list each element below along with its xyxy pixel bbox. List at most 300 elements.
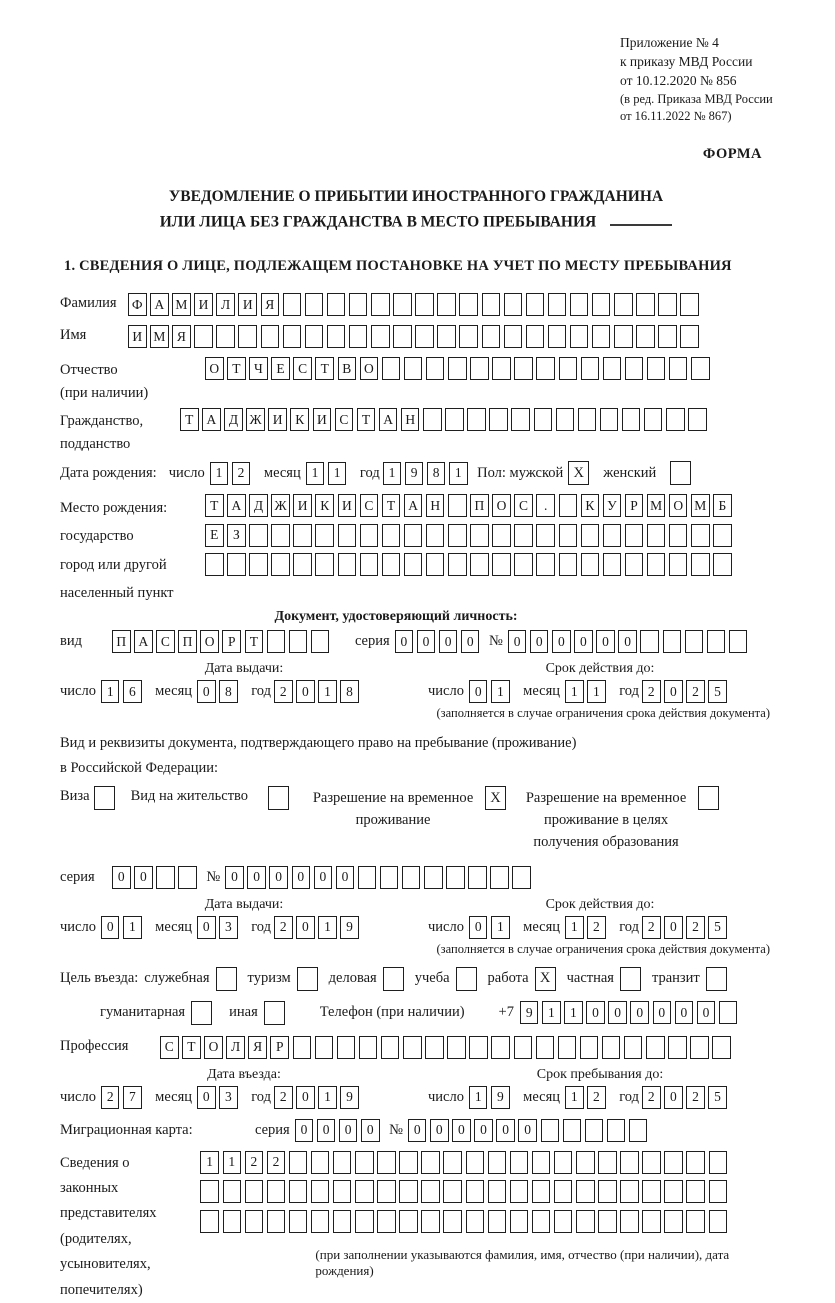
char-cell[interactable]	[315, 553, 334, 576]
checkbox-female[interactable]	[670, 461, 691, 485]
char-cell[interactable]: 0	[247, 866, 266, 889]
char-cell[interactable]	[249, 524, 268, 547]
char-cell[interactable]: Т	[245, 630, 264, 653]
char-cell[interactable]: 0	[430, 1119, 449, 1142]
char-cell[interactable]	[488, 1210, 507, 1233]
char-cell[interactable]	[489, 408, 508, 431]
char-cell[interactable]	[423, 408, 442, 431]
char-cell[interactable]: 3	[219, 1086, 238, 1109]
char-cell[interactable]	[205, 553, 224, 576]
char-cell[interactable]	[526, 325, 545, 348]
char-cell[interactable]: 0	[530, 630, 549, 653]
char-cell[interactable]	[404, 357, 423, 380]
char-cell[interactable]	[492, 524, 511, 547]
char-cell[interactable]	[664, 1180, 683, 1203]
char-cell[interactable]	[311, 630, 330, 653]
char-cell[interactable]	[200, 1180, 219, 1203]
char-cell[interactable]	[466, 1151, 485, 1174]
char-cell[interactable]: Д	[224, 408, 243, 431]
char-cell[interactable]	[194, 325, 213, 348]
char-cell[interactable]	[548, 293, 567, 316]
char-cell[interactable]	[629, 1119, 648, 1142]
char-cell[interactable]	[511, 408, 530, 431]
char-cell[interactable]	[271, 524, 290, 547]
char-cell[interactable]: 2	[245, 1151, 264, 1174]
char-cell[interactable]	[216, 325, 235, 348]
char-cell[interactable]	[382, 357, 401, 380]
char-cell[interactable]: 2	[686, 680, 705, 703]
char-cell[interactable]	[712, 1036, 731, 1059]
char-cell[interactable]: Р	[270, 1036, 289, 1059]
char-cell[interactable]: Б	[713, 494, 732, 517]
char-cell[interactable]	[719, 1001, 738, 1024]
char-cell[interactable]	[371, 293, 390, 316]
char-cell[interactable]	[709, 1151, 728, 1174]
char-cell[interactable]: 0	[697, 1001, 716, 1024]
char-cell[interactable]: 0	[339, 1119, 358, 1142]
char-cell[interactable]	[642, 1180, 661, 1203]
char-cell[interactable]: А	[150, 293, 169, 316]
char-cell[interactable]	[541, 1119, 560, 1142]
char-cell[interactable]: 0	[112, 866, 131, 889]
char-cell[interactable]	[445, 408, 464, 431]
char-cell[interactable]	[680, 325, 699, 348]
char-cell[interactable]	[512, 866, 531, 889]
char-cell[interactable]	[466, 1210, 485, 1233]
char-cell[interactable]	[337, 1036, 356, 1059]
char-cell[interactable]	[426, 553, 445, 576]
char-cell[interactable]: 0	[296, 680, 315, 703]
char-cell[interactable]	[624, 1036, 643, 1059]
char-cell[interactable]	[402, 866, 421, 889]
char-cell[interactable]	[482, 325, 501, 348]
char-cell[interactable]	[640, 630, 659, 653]
char-cell[interactable]: Я	[248, 1036, 267, 1059]
char-cell[interactable]	[536, 1036, 555, 1059]
char-cell[interactable]	[585, 1119, 604, 1142]
char-cell[interactable]: М	[172, 293, 191, 316]
char-cell[interactable]: 5	[708, 916, 727, 939]
char-cell[interactable]	[421, 1151, 440, 1174]
char-cell[interactable]: 9	[491, 1086, 510, 1109]
char-cell[interactable]: 1	[565, 1086, 584, 1109]
char-cell[interactable]: 1	[200, 1151, 219, 1174]
char-cell[interactable]	[333, 1180, 352, 1203]
char-cell[interactable]	[249, 553, 268, 576]
char-cell[interactable]	[690, 1036, 709, 1059]
checkbox-temporary-residence[interactable]: X	[485, 786, 506, 810]
char-cell[interactable]: И	[293, 494, 312, 517]
char-cell[interactable]	[536, 553, 555, 576]
char-cell[interactable]: П	[178, 630, 197, 653]
char-cell[interactable]	[245, 1180, 264, 1203]
checkbox-humanitarian[interactable]	[191, 1001, 212, 1025]
char-cell[interactable]: Ф	[128, 293, 147, 316]
char-cell[interactable]: 1	[565, 680, 584, 703]
char-cell[interactable]: 1	[318, 1086, 337, 1109]
char-cell[interactable]: 2	[686, 916, 705, 939]
char-cell[interactable]	[448, 553, 467, 576]
char-cell[interactable]	[685, 630, 704, 653]
char-cell[interactable]	[647, 524, 666, 547]
char-cell[interactable]	[338, 553, 357, 576]
char-cell[interactable]: 0	[508, 630, 527, 653]
char-cell[interactable]	[399, 1210, 418, 1233]
checkbox-private[interactable]	[620, 967, 641, 991]
char-cell[interactable]: Ж	[246, 408, 265, 431]
char-cell[interactable]	[488, 1180, 507, 1203]
char-cell[interactable]: 0	[618, 630, 637, 653]
char-cell[interactable]	[200, 1210, 219, 1233]
char-cell[interactable]	[470, 553, 489, 576]
char-cell[interactable]: 0	[496, 1119, 515, 1142]
char-cell[interactable]	[333, 1151, 352, 1174]
char-cell[interactable]: А	[227, 494, 246, 517]
char-cell[interactable]	[603, 357, 622, 380]
char-cell[interactable]	[403, 1036, 422, 1059]
char-cell[interactable]	[421, 1180, 440, 1203]
char-cell[interactable]: О	[360, 357, 379, 380]
char-cell[interactable]	[691, 553, 710, 576]
char-cell[interactable]	[399, 1180, 418, 1203]
char-cell[interactable]	[668, 1036, 687, 1059]
char-cell[interactable]	[707, 630, 726, 653]
char-cell[interactable]	[491, 1036, 510, 1059]
char-cell[interactable]	[536, 524, 555, 547]
char-cell[interactable]	[425, 1036, 444, 1059]
char-cell[interactable]	[421, 1210, 440, 1233]
char-cell[interactable]: К	[315, 494, 334, 517]
char-cell[interactable]: Р	[222, 630, 241, 653]
char-cell[interactable]	[261, 325, 280, 348]
char-cell[interactable]	[636, 325, 655, 348]
char-cell[interactable]	[466, 1180, 485, 1203]
char-cell[interactable]	[510, 1151, 529, 1174]
char-cell[interactable]	[360, 524, 379, 547]
char-cell[interactable]: 0	[630, 1001, 649, 1024]
char-cell[interactable]: 8	[340, 680, 359, 703]
char-cell[interactable]: 0	[417, 630, 436, 653]
char-cell[interactable]: 5	[708, 680, 727, 703]
char-cell[interactable]	[686, 1180, 705, 1203]
char-cell[interactable]	[598, 1180, 617, 1203]
char-cell[interactable]	[554, 1180, 573, 1203]
char-cell[interactable]: Т	[315, 357, 334, 380]
char-cell[interactable]: 2	[232, 462, 251, 485]
char-cell[interactable]: 0	[197, 1086, 216, 1109]
char-cell[interactable]	[534, 408, 553, 431]
char-cell[interactable]: 0	[675, 1001, 694, 1024]
char-cell[interactable]	[646, 1036, 665, 1059]
char-cell[interactable]: В	[338, 357, 357, 380]
char-cell[interactable]	[663, 630, 682, 653]
char-cell[interactable]: 0	[469, 916, 488, 939]
char-cell[interactable]: 2	[274, 1086, 293, 1109]
char-cell[interactable]	[514, 1036, 533, 1059]
char-cell[interactable]	[614, 293, 633, 316]
char-cell[interactable]: 3	[219, 916, 238, 939]
char-cell[interactable]: 1	[491, 916, 510, 939]
char-cell[interactable]	[267, 630, 286, 653]
char-cell[interactable]	[620, 1210, 639, 1233]
char-cell[interactable]	[578, 408, 597, 431]
char-cell[interactable]	[558, 1036, 577, 1059]
char-cell[interactable]: 0	[596, 630, 615, 653]
char-cell[interactable]: 1	[306, 462, 325, 485]
char-cell[interactable]	[504, 325, 523, 348]
char-cell[interactable]: К	[581, 494, 600, 517]
char-cell[interactable]	[658, 293, 677, 316]
char-cell[interactable]	[448, 524, 467, 547]
char-cell[interactable]: 2	[101, 1086, 120, 1109]
char-cell[interactable]: 9	[520, 1001, 539, 1024]
char-cell[interactable]: 0	[197, 916, 216, 939]
char-cell[interactable]	[315, 1036, 334, 1059]
char-cell[interactable]: 6	[123, 680, 142, 703]
char-cell[interactable]	[443, 1180, 462, 1203]
char-cell[interactable]	[283, 325, 302, 348]
char-cell[interactable]: 0	[101, 916, 120, 939]
char-cell[interactable]	[227, 553, 246, 576]
char-cell[interactable]: 1	[210, 462, 229, 485]
char-cell[interactable]: 1	[564, 1001, 583, 1024]
char-cell[interactable]	[293, 1036, 312, 1059]
char-cell[interactable]	[514, 357, 533, 380]
char-cell[interactable]	[355, 1151, 374, 1174]
char-cell[interactable]	[563, 1119, 582, 1142]
char-cell[interactable]: 0	[408, 1119, 427, 1142]
char-cell[interactable]	[669, 553, 688, 576]
char-cell[interactable]	[355, 1180, 374, 1203]
char-cell[interactable]	[647, 357, 666, 380]
char-cell[interactable]: 1	[318, 916, 337, 939]
char-cell[interactable]: О	[200, 630, 219, 653]
char-cell[interactable]	[267, 1210, 286, 1233]
char-cell[interactable]	[581, 524, 600, 547]
char-cell[interactable]	[426, 357, 445, 380]
char-cell[interactable]	[404, 553, 423, 576]
checkbox-study[interactable]	[456, 967, 477, 991]
char-cell[interactable]: 2	[267, 1151, 286, 1174]
char-cell[interactable]	[415, 293, 434, 316]
char-cell[interactable]	[642, 1151, 661, 1174]
char-cell[interactable]	[548, 325, 567, 348]
char-cell[interactable]	[447, 1036, 466, 1059]
char-cell[interactable]	[293, 553, 312, 576]
char-cell[interactable]: М	[150, 325, 169, 348]
char-cell[interactable]: 2	[642, 1086, 661, 1109]
char-cell[interactable]	[581, 357, 600, 380]
char-cell[interactable]	[426, 524, 445, 547]
char-cell[interactable]	[311, 1180, 330, 1203]
char-cell[interactable]	[223, 1180, 242, 1203]
char-cell[interactable]: 0	[664, 680, 683, 703]
char-cell[interactable]	[570, 325, 589, 348]
char-cell[interactable]: .	[536, 494, 555, 517]
char-cell[interactable]: 2	[642, 916, 661, 939]
char-cell[interactable]: 1	[565, 916, 584, 939]
char-cell[interactable]	[592, 293, 611, 316]
char-cell[interactable]	[327, 293, 346, 316]
char-cell[interactable]: Н	[401, 408, 420, 431]
char-cell[interactable]	[437, 293, 456, 316]
char-cell[interactable]: 1	[101, 680, 120, 703]
char-cell[interactable]: А	[379, 408, 398, 431]
char-cell[interactable]: 0	[296, 1086, 315, 1109]
char-cell[interactable]: П	[470, 494, 489, 517]
char-cell[interactable]	[576, 1180, 595, 1203]
char-cell[interactable]	[245, 1210, 264, 1233]
char-cell[interactable]	[691, 524, 710, 547]
char-cell[interactable]: 1	[491, 680, 510, 703]
char-cell[interactable]: 8	[427, 462, 446, 485]
char-cell[interactable]	[443, 1210, 462, 1233]
char-cell[interactable]	[600, 408, 619, 431]
char-cell[interactable]	[504, 293, 523, 316]
char-cell[interactable]: 0	[552, 630, 571, 653]
char-cell[interactable]	[686, 1210, 705, 1233]
char-cell[interactable]	[576, 1210, 595, 1233]
char-cell[interactable]	[327, 325, 346, 348]
char-cell[interactable]	[393, 293, 412, 316]
char-cell[interactable]	[468, 866, 487, 889]
char-cell[interactable]	[581, 553, 600, 576]
char-cell[interactable]	[470, 524, 489, 547]
char-cell[interactable]	[680, 293, 699, 316]
checkbox-other[interactable]	[264, 1001, 285, 1025]
char-cell[interactable]	[709, 1180, 728, 1203]
char-cell[interactable]	[669, 524, 688, 547]
char-cell[interactable]: Н	[426, 494, 445, 517]
char-cell[interactable]	[559, 553, 578, 576]
char-cell[interactable]	[311, 1151, 330, 1174]
char-cell[interactable]: М	[691, 494, 710, 517]
char-cell[interactable]	[446, 866, 465, 889]
char-cell[interactable]: 8	[219, 680, 238, 703]
char-cell[interactable]	[382, 524, 401, 547]
char-cell[interactable]	[598, 1151, 617, 1174]
char-cell[interactable]: Д	[249, 494, 268, 517]
char-cell[interactable]: 7	[123, 1086, 142, 1109]
char-cell[interactable]	[349, 293, 368, 316]
char-cell[interactable]	[223, 1210, 242, 1233]
char-cell[interactable]	[532, 1180, 551, 1203]
char-cell[interactable]	[415, 325, 434, 348]
char-cell[interactable]	[283, 293, 302, 316]
char-cell[interactable]: Ч	[249, 357, 268, 380]
char-cell[interactable]: 1	[449, 462, 468, 485]
char-cell[interactable]: Л	[226, 1036, 245, 1059]
char-cell[interactable]	[647, 553, 666, 576]
char-cell[interactable]: 2	[642, 680, 661, 703]
char-cell[interactable]: 1	[223, 1151, 242, 1174]
char-cell[interactable]	[688, 408, 707, 431]
char-cell[interactable]: И	[268, 408, 287, 431]
checkbox-business[interactable]	[383, 967, 404, 991]
char-cell[interactable]: С	[335, 408, 354, 431]
char-cell[interactable]: С	[360, 494, 379, 517]
char-cell[interactable]	[469, 1036, 488, 1059]
char-cell[interactable]	[399, 1151, 418, 1174]
char-cell[interactable]: 0	[664, 1086, 683, 1109]
char-cell[interactable]	[709, 1210, 728, 1233]
char-cell[interactable]: С	[160, 1036, 179, 1059]
char-cell[interactable]: И	[194, 293, 213, 316]
char-cell[interactable]	[377, 1151, 396, 1174]
char-cell[interactable]	[459, 325, 478, 348]
char-cell[interactable]	[532, 1210, 551, 1233]
char-cell[interactable]	[729, 630, 748, 653]
char-cell[interactable]: 1	[587, 680, 606, 703]
char-cell[interactable]	[554, 1210, 573, 1233]
char-cell[interactable]	[686, 1151, 705, 1174]
char-cell[interactable]	[644, 408, 663, 431]
char-cell[interactable]: 0	[664, 916, 683, 939]
char-cell[interactable]	[289, 630, 308, 653]
char-cell[interactable]: 0	[292, 866, 311, 889]
char-cell[interactable]: 2	[587, 916, 606, 939]
char-cell[interactable]: А	[202, 408, 221, 431]
char-cell[interactable]	[514, 553, 533, 576]
char-cell[interactable]	[664, 1151, 683, 1174]
char-cell[interactable]: С	[293, 357, 312, 380]
char-cell[interactable]	[305, 293, 324, 316]
char-cell[interactable]	[488, 1151, 507, 1174]
char-cell[interactable]: 1	[469, 1086, 488, 1109]
char-cell[interactable]: 5	[708, 1086, 727, 1109]
char-cell[interactable]: О	[492, 494, 511, 517]
char-cell[interactable]	[536, 357, 555, 380]
char-cell[interactable]	[178, 866, 197, 889]
char-cell[interactable]	[238, 325, 257, 348]
char-cell[interactable]	[570, 293, 589, 316]
char-cell[interactable]	[713, 553, 732, 576]
char-cell[interactable]: 0	[574, 630, 593, 653]
char-cell[interactable]: И	[338, 494, 357, 517]
char-cell[interactable]: 0	[225, 866, 244, 889]
char-cell[interactable]	[598, 1210, 617, 1233]
char-cell[interactable]: М	[647, 494, 666, 517]
char-cell[interactable]	[559, 494, 578, 517]
char-cell[interactable]	[607, 1119, 626, 1142]
char-cell[interactable]	[289, 1210, 308, 1233]
char-cell[interactable]	[556, 408, 575, 431]
char-cell[interactable]: А	[404, 494, 423, 517]
char-cell[interactable]: 9	[340, 916, 359, 939]
char-cell[interactable]: 9	[340, 1086, 359, 1109]
char-cell[interactable]	[443, 1151, 462, 1174]
char-cell[interactable]: С	[514, 494, 533, 517]
checkbox-work[interactable]: X	[535, 967, 556, 991]
char-cell[interactable]: 0	[296, 916, 315, 939]
char-cell[interactable]	[393, 325, 412, 348]
char-cell[interactable]	[470, 357, 489, 380]
checkbox-visa[interactable]	[94, 786, 115, 810]
char-cell[interactable]	[371, 325, 390, 348]
char-cell[interactable]: 0	[608, 1001, 627, 1024]
char-cell[interactable]	[559, 524, 578, 547]
char-cell[interactable]	[311, 1210, 330, 1233]
char-cell[interactable]: Т	[382, 494, 401, 517]
char-cell[interactable]	[554, 1151, 573, 1174]
char-cell[interactable]: Ж	[271, 494, 290, 517]
char-cell[interactable]	[360, 553, 379, 576]
char-cell[interactable]	[315, 524, 334, 547]
char-cell[interactable]	[289, 1151, 308, 1174]
char-cell[interactable]	[510, 1180, 529, 1203]
char-cell[interactable]	[289, 1180, 308, 1203]
char-cell[interactable]: 0	[197, 680, 216, 703]
